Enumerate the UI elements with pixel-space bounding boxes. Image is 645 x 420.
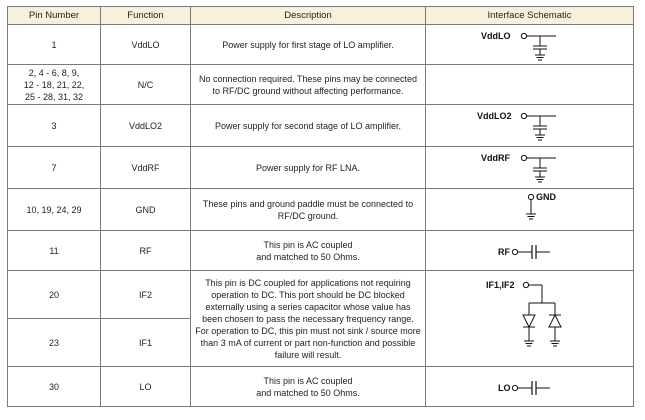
vdd-supply-schematic-icon	[426, 148, 634, 188]
schematic-label: LO	[498, 382, 511, 393]
gnd-schematic	[426, 189, 634, 231]
pin-number: 23	[8, 319, 101, 367]
ac-coupling-capacitor-icon	[426, 232, 634, 270]
pin-description: Power supply for RF LNA.	[191, 147, 426, 189]
table-row	[8, 231, 634, 271]
if-diode-schematic-icon	[426, 273, 634, 365]
pin-function: VddLO2	[101, 105, 191, 147]
pin-function: LO	[101, 367, 191, 407]
pin-number: 1	[8, 25, 101, 65]
pin-description-table	[7, 6, 634, 407]
pin-description: No connection required. These pins may be connected to RF/DC ground without affecting performance.	[191, 65, 426, 105]
table-row	[8, 271, 634, 319]
schematic-label: RF	[498, 246, 510, 257]
nc-schematic	[426, 65, 634, 105]
schematic-label: GND	[536, 191, 556, 202]
vddlo-schematic	[426, 25, 634, 65]
lo-schematic	[426, 367, 634, 407]
if-schematic	[426, 271, 634, 367]
pin-description: This pin is AC coupled and matched to 50 Ohms.	[191, 367, 426, 407]
schematic-label: IF1,IF2	[486, 279, 515, 290]
pin-function: N/C	[101, 65, 191, 105]
pin-function: IF1	[101, 319, 191, 367]
pin-description: This pin is AC coupled and matched to 50 Ohms.	[191, 231, 426, 271]
table-row	[8, 367, 634, 407]
table-row	[8, 105, 634, 147]
table-row	[8, 25, 634, 65]
vddlo2-schematic	[426, 105, 634, 147]
header-function: Function	[101, 7, 191, 25]
pin-function: RF	[101, 231, 191, 271]
pin-number: 11	[8, 231, 101, 271]
header-interface-schematic: Interface Schematic	[426, 7, 634, 25]
pin-description: These pins and ground paddle must be connected to RF/DC ground.	[191, 189, 426, 231]
pin-number: 3	[8, 105, 101, 147]
ground-schematic-icon	[426, 190, 634, 230]
vdd-supply-schematic-icon	[426, 106, 634, 146]
table-row	[8, 147, 634, 189]
pin-function: VddRF	[101, 147, 191, 189]
schematic-label: VddLO2	[477, 110, 512, 121]
pin-function: IF2	[101, 271, 191, 319]
rf-schematic	[426, 231, 634, 271]
table-header-row	[8, 7, 634, 25]
table-row	[8, 65, 634, 105]
pin-function: GND	[101, 189, 191, 231]
pin-number: 7	[8, 147, 101, 189]
schematic-label: VddRF	[481, 152, 510, 163]
vdd-supply-schematic-icon	[426, 26, 634, 64]
table-row	[8, 189, 634, 231]
pin-description: Power supply for second stage of LO amplifier.	[191, 105, 426, 147]
pin-number: 10, 19, 24, 29	[8, 189, 101, 231]
pin-description: This pin is DC coupled for applications not requiring operation to DC. This port should be DC blocked externally using a series capacitor whose value has been chosen to pass the necessary frequency range. For operation to DC, this pin must not sink / source more than 3 mA of current or part non-function and possible failure will result.	[191, 271, 426, 367]
pin-description: Power supply for first stage of LO amplifier.	[191, 25, 426, 65]
vddrf-schematic	[426, 147, 634, 189]
header-description: Description	[191, 7, 426, 25]
pin-number: 30	[8, 367, 101, 407]
pin-number: 2, 4 - 6, 8, 9, 12 - 18, 21, 22, 25 - 28, 31, 32	[8, 65, 101, 105]
header-pin-number: Pin Number	[8, 7, 101, 25]
pin-function: VddLO	[101, 25, 191, 65]
pin-number: 20	[8, 271, 101, 319]
ac-coupling-capacitor-icon	[426, 368, 634, 406]
schematic-label: VddLO	[481, 30, 511, 41]
